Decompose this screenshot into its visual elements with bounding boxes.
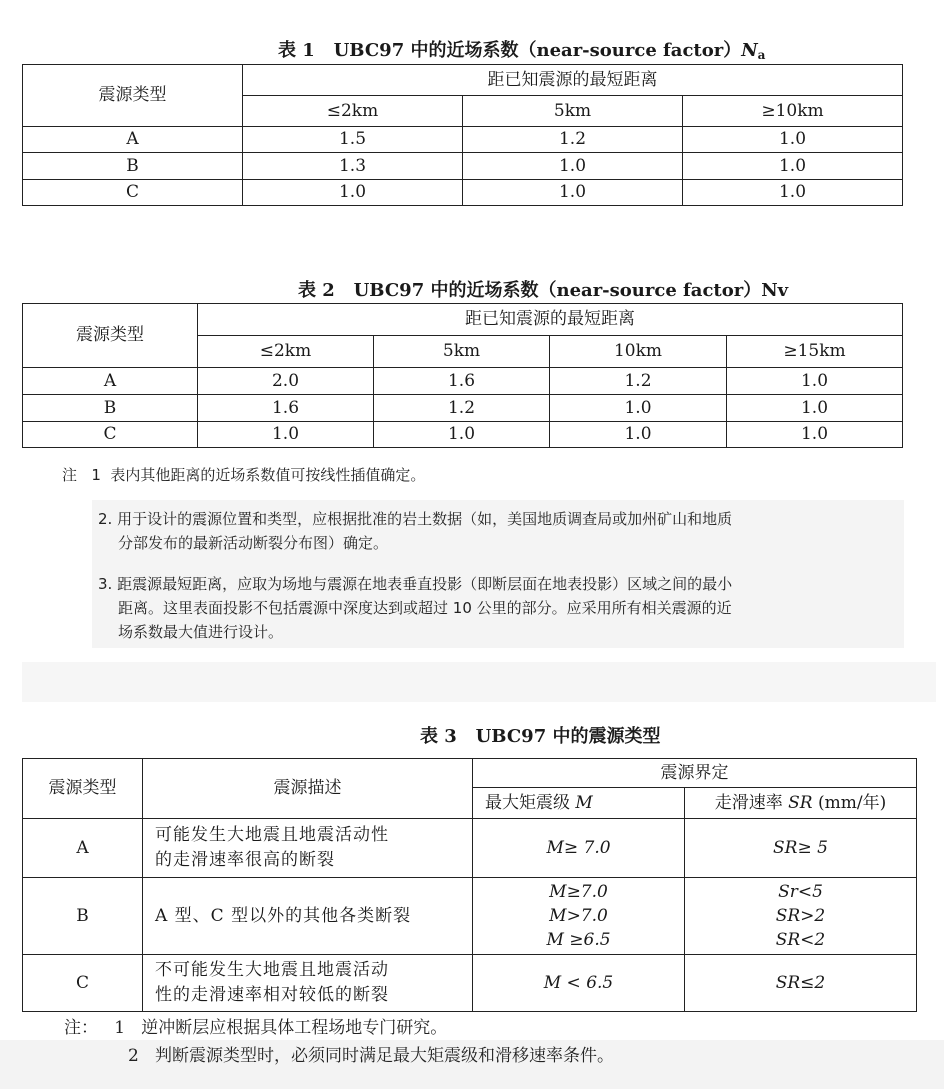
- table1-value-cell: 1.0: [683, 153, 903, 180]
- table-row: [23, 878, 917, 955]
- table3-header-sr-text: 走滑速率: [714, 792, 783, 813]
- notes1-n3-cont2: 距离。这里表面投影不包括震源中深度达到或超过 10 公里的部分。应采用所有相关震源的近: [118, 599, 732, 617]
- table2-value-cell: 1.0: [198, 422, 374, 448]
- table3-m-line: M≥7.0: [549, 882, 608, 902]
- table1-value-cell: 1.0: [243, 180, 463, 206]
- table2-value-cell: 1.0: [374, 422, 550, 448]
- table1-distance-cell: ≥10km: [683, 96, 903, 127]
- table-row: [23, 127, 903, 153]
- table2-value-cell: 1.0: [727, 368, 903, 395]
- table3-desc-line: 的走滑速率很高的断裂: [155, 850, 335, 870]
- table3-sr-cell: SR≥ 5: [685, 819, 917, 878]
- table2-distance-cell: 5km: [374, 336, 550, 368]
- table1-type-cell: C: [23, 180, 243, 206]
- table3-header-sr-unit: (mm/年): [818, 792, 887, 813]
- table2-distance-cell: 10km: [550, 336, 727, 368]
- table3-header-desc: 震源描述: [143, 759, 473, 819]
- table-row: [23, 955, 917, 1012]
- table2-distance-cell: ≥15km: [727, 336, 903, 368]
- table-row: [23, 180, 903, 206]
- table1-caption-sub: a: [757, 48, 766, 62]
- table1-value-cell: 1.0: [463, 180, 683, 206]
- table1-value-cell: 1.0: [463, 153, 683, 180]
- table1-caption-text: UBC97 中的近场系数（near-source factor）: [333, 40, 742, 61]
- table2-value-cell: 1.6: [374, 368, 550, 395]
- table2-type-cell: A: [23, 368, 198, 395]
- notes1-n2-line1: 用于设计的震源位置和类型，应根据批准的岩土数据（如，美国地质调查局或加州矿山和地质: [117, 510, 733, 528]
- table3-header-m: [473, 788, 685, 819]
- table2-value-cell: 1.6: [198, 395, 374, 422]
- notes1-n1-text: 表内其他距离的近场系数值可按线性插值确定。: [110, 466, 426, 484]
- table1-caption: [278, 36, 765, 62]
- notes1-n3-cont3: 场系数最大值进行设计。: [118, 623, 284, 641]
- table2: [22, 303, 903, 448]
- table3-desc-line: 性的走滑速率相对较低的断裂: [155, 985, 389, 1005]
- table3-type-cell: C: [23, 955, 143, 1012]
- table2-value-cell: 1.2: [550, 368, 727, 395]
- table2-value-cell: 2.0: [198, 368, 374, 395]
- notes2-line2: [128, 1044, 614, 1068]
- notes1-label: 注: [62, 466, 78, 484]
- notes1-n2: [98, 507, 732, 531]
- table3-header-m-sym: M: [575, 792, 593, 813]
- table-row: [23, 819, 917, 878]
- table3-desc-cell: [143, 955, 473, 1012]
- table1-distance-cell: ≤2km: [243, 96, 463, 127]
- notes2-line1: [64, 1016, 447, 1040]
- table1-caption-prefix: 表 1: [278, 40, 315, 61]
- notes2-n1-text: 逆冲断层应根据具体工程场地专门研究。: [141, 1018, 448, 1038]
- notes1-n3: [98, 572, 732, 596]
- table1-header-type: 震源类型: [23, 65, 243, 127]
- table-row: [23, 422, 903, 448]
- notes2-label: 注：: [64, 1018, 98, 1038]
- table3-type-cell: A: [23, 819, 143, 878]
- table1-value-cell: 1.0: [683, 127, 903, 153]
- table3-m-cell: M≥ 7.0: [473, 819, 685, 878]
- table-row: [23, 395, 903, 422]
- table3-header-sr-sym: SR: [788, 792, 813, 813]
- table3-desc-line: 不可能发生大地震且地震活动: [155, 960, 389, 980]
- table2-header-type: 震源类型: [23, 304, 198, 368]
- table2-type-cell: B: [23, 395, 198, 422]
- table1-value-cell: 1.5: [243, 127, 463, 153]
- table3-sr-cell: SR≤2: [685, 955, 917, 1012]
- table3-type-cell: B: [23, 878, 143, 955]
- table3-m-line: M>7.0: [549, 906, 608, 926]
- table3-sr-line: SR<2: [775, 930, 826, 950]
- table2-caption-text: UBC97 中的近场系数（near-source factor）Nv: [353, 280, 789, 301]
- table3-header-m-text: 最大矩震级: [485, 792, 570, 813]
- table2-value-cell: 1.0: [727, 395, 903, 422]
- table1-header-distance: 距已知震源的最短距离: [243, 65, 903, 96]
- table2-header-distance: 距已知震源的最短距离: [198, 304, 903, 336]
- table1-type-cell: B: [23, 153, 243, 180]
- notes1-n1-num: 1: [91, 466, 101, 484]
- table2-value-cell: 1.2: [374, 395, 550, 422]
- table1-value-cell: 1.3: [243, 153, 463, 180]
- notes1-n2-num: 2.: [98, 510, 113, 528]
- table3-m-line: M ≥6.5: [546, 930, 611, 950]
- table2-value-cell: 1.0: [550, 395, 727, 422]
- table2-caption-prefix: 表 2: [298, 280, 335, 301]
- table3-sr-line: SR>2: [775, 906, 826, 926]
- table1: [22, 64, 903, 206]
- table3-sr-cell: [685, 878, 917, 955]
- table1-caption-symbol: N: [741, 40, 758, 61]
- notes1-n3-num: 3.: [98, 575, 113, 593]
- table1-type-cell: A: [23, 127, 243, 153]
- table2-value-cell: 1.0: [727, 422, 903, 448]
- table3-header-sr: [685, 788, 917, 819]
- notes1-n2-cont: 分部发布的最新活动断裂分布图）确定。: [118, 534, 389, 552]
- table3-desc-line: 可能发生大地震且地震活动性: [155, 825, 389, 845]
- table-row: [23, 368, 903, 395]
- table2-distance-cell: ≤2km: [198, 336, 374, 368]
- notes2-n2-text: 判断震源类型时，必须同时满足最大矩震级和滑移速率条件。: [155, 1046, 615, 1066]
- table3-caption: [420, 722, 661, 748]
- notes1-n3-line1: 距震源最短距离，应取为场地与震源在地表垂直投影（即断层面在地表投影）区域之间的最小: [117, 575, 733, 593]
- notes2-n2-num: 2: [128, 1046, 139, 1066]
- table3-m-cell: M < 6.5: [473, 955, 685, 1012]
- table3-header-type: 震源类型: [23, 759, 143, 819]
- table1-distance-cell: 5km: [463, 96, 683, 127]
- notes2-n1-num: 1: [114, 1018, 126, 1038]
- table3-sr-line: Sr<5: [778, 882, 823, 902]
- table1-value-cell: 1.2: [463, 127, 683, 153]
- table3-desc-cell: A 型、C 型以外的其他各类断裂: [143, 878, 473, 955]
- table3-header-bound: 震源界定: [473, 759, 917, 788]
- table2-type-cell: C: [23, 422, 198, 448]
- table1-value-cell: 1.0: [683, 180, 903, 206]
- table2-caption: [298, 276, 788, 302]
- table3-m-cell: [473, 878, 685, 955]
- table3: [22, 758, 917, 1012]
- page-band-shade: [22, 662, 936, 702]
- table-row: [23, 153, 903, 180]
- table2-value-cell: 1.0: [550, 422, 727, 448]
- notes1-line1: [62, 463, 425, 487]
- table3-caption-prefix: 表 3: [420, 726, 457, 747]
- table3-desc-cell: [143, 819, 473, 878]
- table3-caption-text: UBC97 中的震源类型: [475, 726, 661, 747]
